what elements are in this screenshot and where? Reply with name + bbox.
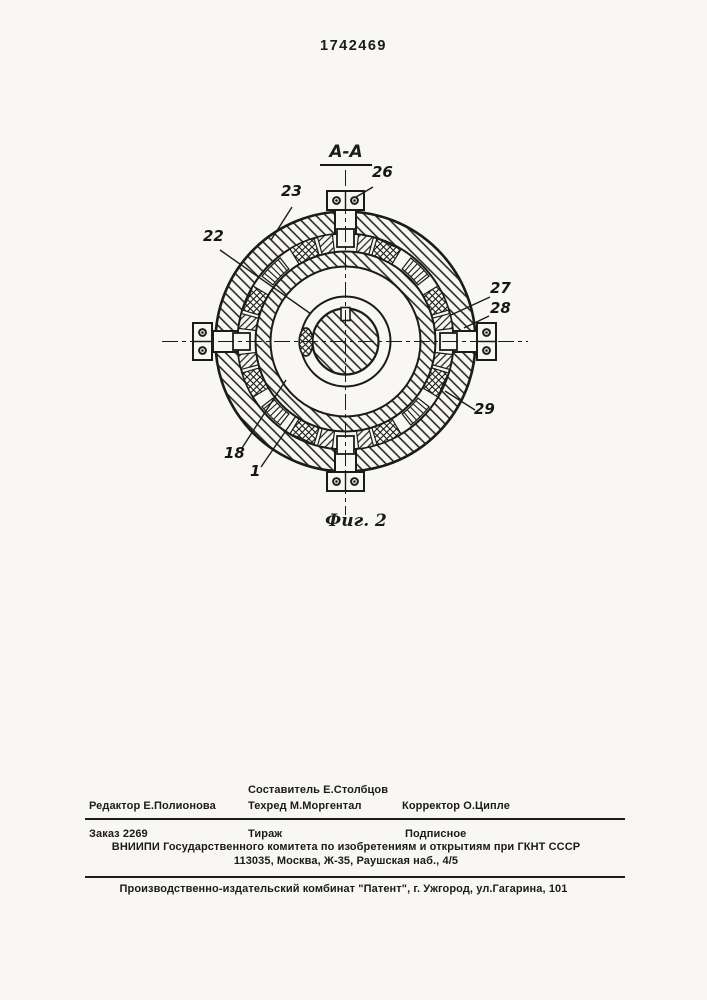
callout-23: 23 — [281, 182, 302, 200]
footer-divider-1 — [85, 818, 625, 820]
footer-divider-2 — [85, 876, 625, 878]
callout-28: 28 — [490, 299, 511, 317]
footer-corrector: Корректор О.Ципле — [402, 800, 510, 812]
callout-22: 22 — [203, 227, 224, 245]
footer-editor: Редактор Е.Полионова — [89, 800, 216, 812]
footer-org-line1: ВНИИПИ Государственного комитета по изобретениям и открытиям при ГКНТ СССР — [111, 841, 581, 853]
callout-18: 18 — [224, 444, 245, 462]
section-label: А-А — [320, 142, 372, 166]
callout-26: 26 — [372, 163, 393, 181]
callout-29: 29 — [474, 400, 495, 418]
callout-27: 27 — [490, 279, 511, 297]
figure-caption: Фиг. 2 — [325, 511, 387, 531]
footer-podpisnoe: Подписное — [405, 828, 467, 840]
patent-number: 1742469 — [320, 38, 387, 54]
footer-techred: Техред М.Моргентал — [248, 800, 362, 812]
footer-order: Заказ 2269 — [89, 828, 148, 840]
callout-1: 1 — [250, 462, 261, 480]
footer-org-line2: 113035, Москва, Ж-35, Раушская наб., 4/5 — [233, 855, 459, 867]
footer-printer-line: Производственно-издательский комбинат "Патент", г. Ужгород, ул.Гагарина, 101 — [119, 883, 568, 895]
footer-tirazh: Тираж — [248, 828, 283, 840]
footer-compiler: Составитель Е.Столбцов — [248, 784, 389, 796]
